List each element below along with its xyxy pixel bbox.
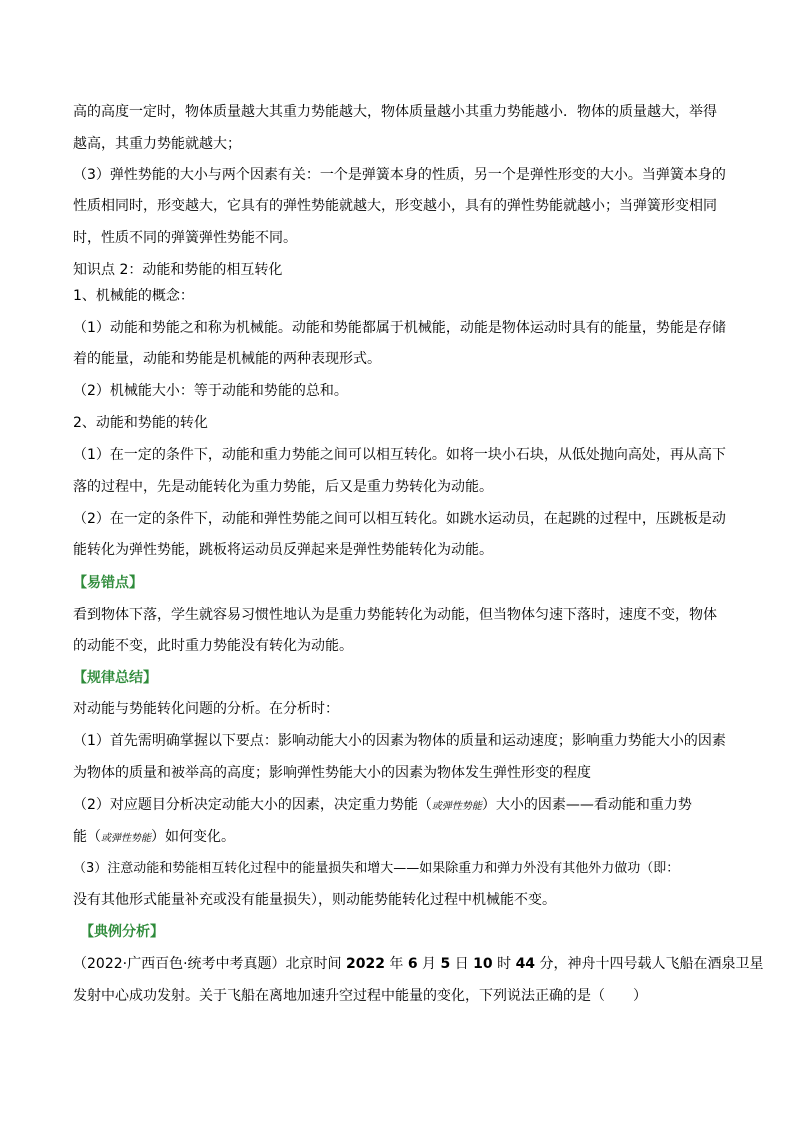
question-line bbox=[73, 955, 764, 973]
paragraph-line: （1）动能和势能之和称为机械能。动能和势能都属于机械能，动能是物体运动时具有的能量，势能是存储 bbox=[73, 320, 726, 336]
paragraph-line bbox=[73, 828, 733, 848]
paragraph-line: （2）机械能大小：等于动能和势能的总和。 bbox=[73, 383, 348, 399]
paragraph-line: 越高，其重力势能就越大； bbox=[73, 136, 241, 152]
text-span: 时 bbox=[492, 956, 516, 972]
text-span: （2022·广西百色·统考中考真题）北京时间 bbox=[73, 956, 346, 972]
paragraph-line: 能转化为弹性势能，跳板将运动员反弹起来是弹性势能转化为动能。 bbox=[73, 542, 493, 558]
text-span: 年 bbox=[384, 956, 408, 972]
paragraph-line: 落的过程中，先是动能转化为重力势能，后又是重力势转化为动能。 bbox=[73, 479, 493, 495]
paragraph-line: （1）在一定的条件下，动能和重力势能之间可以相互转化。如将一块小石块，从低处抛向高处，再从高下 bbox=[73, 447, 726, 463]
paragraph-line: （3）弹性势能的大小与两个因素有关：一个是弹簧本身的性质，另一个是弹性形变的大小。当弹簧本身的 bbox=[73, 167, 726, 183]
paragraph-line: 高的高度一定时，物体质量越大其重力势能越大，物体质量越小其重力势能越小．物体的质量越大，举得 bbox=[73, 104, 717, 120]
paragraph-line: 没有其他形式能量补充或没有能量损失），则动能势能转化过程中机械能不变。 bbox=[73, 892, 556, 908]
number-text: 5 bbox=[440, 956, 451, 972]
section-title: 知识点 2：动能和势能的相互转化 bbox=[73, 262, 283, 278]
paragraph-line: 性质相同时，形变越大，它具有的弹性势能就越大，形变越小，具有的弹性势能就越小；当弹簧形变相同 bbox=[73, 198, 717, 214]
text-span: 分，神舟十四号载人飞船在酒泉卫星 bbox=[535, 956, 764, 972]
text-span: 日 bbox=[450, 956, 474, 972]
paragraph-line: （2）在一定的条件下，动能和弹性势能之间可以相互转化。如跳水运动员，在起跳的过程中，压跳板是动 bbox=[73, 511, 726, 527]
subsection-title: 1、机械能的概念： bbox=[73, 288, 194, 304]
text-span: （2）对应题目分析决定动能大小的因素，决定重力势能（ bbox=[73, 797, 432, 813]
error-prone-heading: 【易错点】 bbox=[73, 575, 143, 591]
number-text: 6 bbox=[407, 956, 418, 972]
question-line: 发射中心成功发射。关于飞船在离地加速升空过程中能量的变化，下列说法正确的是（ ） bbox=[73, 988, 647, 1004]
example-analysis-heading: 【典例分析】 bbox=[80, 924, 164, 940]
paragraph-line: （3）注意动能和势能相互转化过程中的能量损失和增大——如果除重力和弹力外没有其他外力做功（即： bbox=[73, 861, 680, 876]
paragraph-line: 为物体的质量和被举高的高度；影响弹性势能大小的因素为物体发生弹性形变的程度 bbox=[73, 765, 591, 781]
number-text: 2022 bbox=[345, 956, 385, 972]
text-span: 月 bbox=[417, 956, 441, 972]
paragraph-line: 看到物体下落，学生就容易习惯性地认为是重力势能转化为动能，但当物体匀速下落时，速度不变，物体 bbox=[73, 607, 717, 623]
paragraph-line: 时，性质不同的弹簧弹性势能不同。 bbox=[73, 230, 297, 246]
paragraph-line: 对动能与势能转化问题的分析。在分析时： bbox=[73, 701, 339, 717]
paragraph-line: 着的能量，动能和势能是机械能的两种表现形式。 bbox=[73, 351, 381, 367]
text-span: ）如何变化。 bbox=[151, 829, 235, 845]
note-text: 或弹性势能 bbox=[431, 801, 482, 812]
number-text: 10 bbox=[473, 956, 493, 972]
text-span: 能（ bbox=[73, 829, 101, 845]
number-text: 44 bbox=[515, 956, 536, 972]
paragraph-line: （1）首先需明确掌握以下要点：影响动能大小的因素为物体的质量和运动速度；影响重力势能大小的因素 bbox=[73, 733, 726, 749]
paragraph-line: 的动能不变，此时重力势能没有转化为动能。 bbox=[73, 638, 353, 654]
note-text: 或弹性势能 bbox=[101, 833, 151, 844]
paragraph-line bbox=[73, 796, 733, 816]
subsection-title: 2、动能和势能的转化 bbox=[73, 415, 208, 431]
text-span: ）大小的因素——看动能和重力势 bbox=[481, 797, 692, 813]
rule-summary-heading: 【规律总结】 bbox=[73, 670, 157, 686]
